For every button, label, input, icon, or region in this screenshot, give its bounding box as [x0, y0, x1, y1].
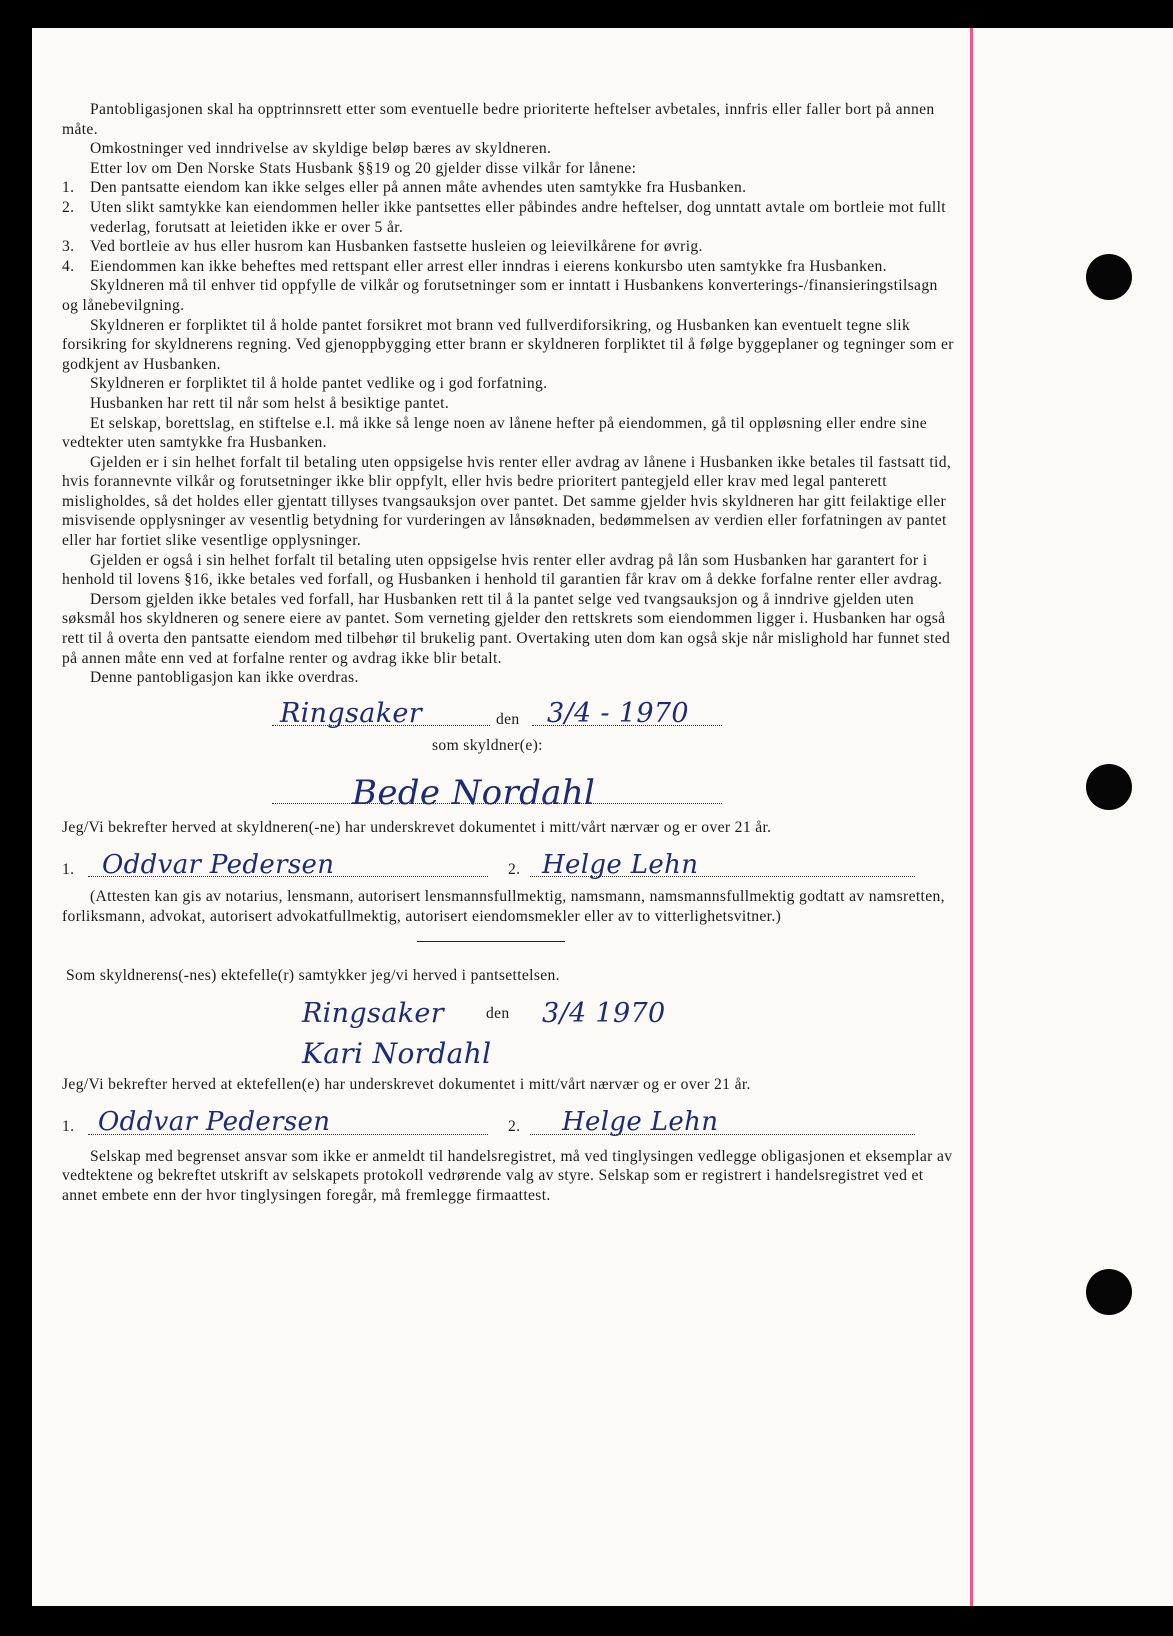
- paragraph: Gjelden er også i sin helhet forfalt til betaling uten oppsigelse hvis renter eller avdrag på lån som Husbanken har garantert for i henhold til lovens §16, ikke betales ved forfall, og Husbanken i henhold til garantien får krav om å dekke forfalne renter eller avdrag.: [62, 551, 943, 589]
- punch-hole: [1086, 764, 1132, 810]
- witness-number-2: 2.: [508, 860, 521, 878]
- document-page: [32, 28, 1173, 1606]
- paragraph: Omkostninger ved inndrivelse av skyldige beløp bæres av skyldneren.: [90, 140, 552, 158]
- witness-number-2: 2.: [508, 1118, 521, 1136]
- paragraph: Skyldneren er forpliktet til å holde pantet forsikret mot brann ved fullverdiforsikring, og Husbanken kan eventuelt tegne slik forsikring for skyldnerens regning. Ved gjenoppbygging etter brann er skyldneren forpliktet til å følge byggeplaner og tegninger som er godkjent av Husbanken.: [62, 316, 954, 373]
- paragraph: Denne pantobligasjon kan ikke overdras.: [90, 669, 359, 687]
- punch-hole: [1086, 1269, 1132, 1315]
- spouse-witness-statement: Jeg/Vi bekrefter herved at ektefellen(e) har underskrevet dokumentet i mitt/vårt nærvær og er over 21 år.: [62, 1076, 751, 1094]
- den-label: den: [496, 711, 520, 729]
- list-item: 4. Eiendommen kan ikke beheftes med rettspant eller arrest eller inndras i eierens konkursbo uten samtykke fra Husbanken.: [62, 257, 887, 275]
- attestation-note: (Attesten kan gis av notarius, lensmann, autorisert lensmannsfullmektig, namsmann, namsmannsfullmektig godtatt av namsretten, forliksmann, advokat, autorisert advokatfullmektig, autorisert eiendomsmekler eller av to vitterlighetsvitner.): [62, 888, 945, 925]
- divider: [417, 941, 565, 942]
- den-label: den: [486, 1004, 510, 1022]
- witness-1-signature: Oddvar Pedersen: [102, 849, 335, 880]
- witness-statement: Jeg/Vi bekrefter herved at skyldneren(-ne) har underskrevet dokumentet i mitt/vårt nærvær og er over 21 år.: [62, 818, 772, 836]
- witness-2-signature: Helge Lehn: [562, 1107, 719, 1138]
- spouse-signature: Kari Nordahl: [302, 1036, 492, 1070]
- witness-number-1: 1.: [62, 860, 75, 878]
- paragraph: Skyldneren må til enhver tid oppfylle de vilkår og forutsetninger som er inntatt i Husbankens konverterings-/finansieringstilsagn og lånebevilgning.: [62, 277, 938, 314]
- margin-line: [970, 28, 973, 1606]
- spouse-consent: Som skyldnerens(-nes) ektefelle(r) samtykker jeg/vi herved i pantsettelsen.: [66, 966, 560, 984]
- place-date-line: [62, 688, 954, 732]
- date-handwritten: 3/4 - 1970: [547, 698, 689, 730]
- list-item: 1. Den pantsatte eiendom kan ikke selges eller på annen måte avhendes uten samtykke fra Husbanken.: [62, 179, 747, 197]
- witness-line: [62, 837, 954, 881]
- spouse-witness-line: [62, 1095, 954, 1139]
- paragraph: Husbanken har rett til når som helst å besiktige pantet.: [90, 394, 450, 412]
- paragraph: Dersom gjelden ikke betales ved forfall, har Husbanken rett til å la pantet selge ved tvangsauksjon og å inndrive gjelden uten søksmål hos skyldneren og senere eiere av pantet. Som verneting gjelder den rettskrets som eiendommen ligger i. Husbanken har også rett til å overta den pantsatte eiendom med tilbehør til brukelig pant. Overtaking uten dom kan også skje når mislighold har funnet sted på annen måte enn ved at forfalne renter og avdrag ikke blir betalt.: [62, 590, 951, 667]
- spouse-place-date-line: [62, 985, 954, 1029]
- list-item: 3. Ved bortleie av hus eller husrom kan Husbanken fastsette husleien og leievilkårene for øvrig.: [62, 238, 703, 256]
- spouse-date-handwritten: 3/4 1970: [542, 997, 666, 1029]
- paragraph: Pantobligasjonen skal ha opptrinnsrett etter som eventuelle bedre prioriterte heftelser avbetales, innfris eller faller bort på annen måte.: [62, 101, 935, 138]
- debtor-signature-line: [62, 760, 954, 814]
- punch-hole: [1086, 254, 1132, 300]
- debtor-signature: Bede Nordahl: [352, 773, 596, 814]
- spouse-place-handwritten: Ringsaker: [302, 997, 444, 1029]
- witness-number-1: 1.: [62, 1118, 75, 1136]
- document-body: [62, 100, 954, 1206]
- paragraph: Etter lov om Den Norske Stats Husbank §§19 og 20 gjelder disse vilkår for lånene:: [90, 159, 637, 177]
- list-item: 2. Uten slikt samtykke kan eiendommen heller ikke pantsettes eller påbindes andre heftelser, dog unntatt avtale om bortleie mot fullt vederlag, forutsatt at leietiden ikke er over 5 år.: [62, 198, 946, 236]
- witness-1-signature: Oddvar Pedersen: [98, 1107, 331, 1138]
- place-handwritten: Ringsaker: [280, 698, 422, 730]
- paragraph: Skyldneren er forpliktet til å holde pantet vedlike og i god forfatning.: [90, 375, 548, 393]
- spouse-signature-line: [62, 1025, 954, 1070]
- paragraph: Gjelden er i sin helhet forfalt til betaling uten oppsigelse hvis renter eller avdrag av lånene i Husbanken ikke betales til fastsatt tid, hvis forannevnte vilkår og forutsetninger ikke blir oppfylt, eller hvis bedre prioritert pantegjeld eller krav med legal panterett misligholdes, så det holdes eller gjentatt tillyses tvangsauksjon over pantet. Det samme gjelder hvis skyldneren har gitt feilaktige eller misvisende opplysninger av vesentlig betydning for vurderingen av lånsøknaden, bedømmelsen av verdien eller forfatningen av pantet eller har fortiet slike vesentlige opplysninger.: [62, 453, 952, 550]
- witness-2-signature: Helge Lehn: [542, 849, 699, 880]
- debtor-role-row: [62, 732, 954, 760]
- final-paragraph: Selskap med begrenset ansvar som ikke er anmeldt til handelsregistret, må ved tinglysingen vedlegge obligasjonen et eksemplar av vedtektene og bekreftet utskrift av selskapets protokoll vedrørende valg av styre. Selskap som er registrert i handelsregistret ved et annet embete enn der hvor tinglysingen foregår, må fremlegge firmaattest.: [62, 1147, 953, 1204]
- debtor-role-label: som skyldner(e):: [432, 736, 543, 754]
- paragraph: Et selskap, borettslag, en stiftelse e.l. må ikke så lenge noen av lånene hefter på eiendommen, gå til oppløsning eller endre sine vedtekter uten samtykke fra Husbanken.: [62, 414, 928, 452]
